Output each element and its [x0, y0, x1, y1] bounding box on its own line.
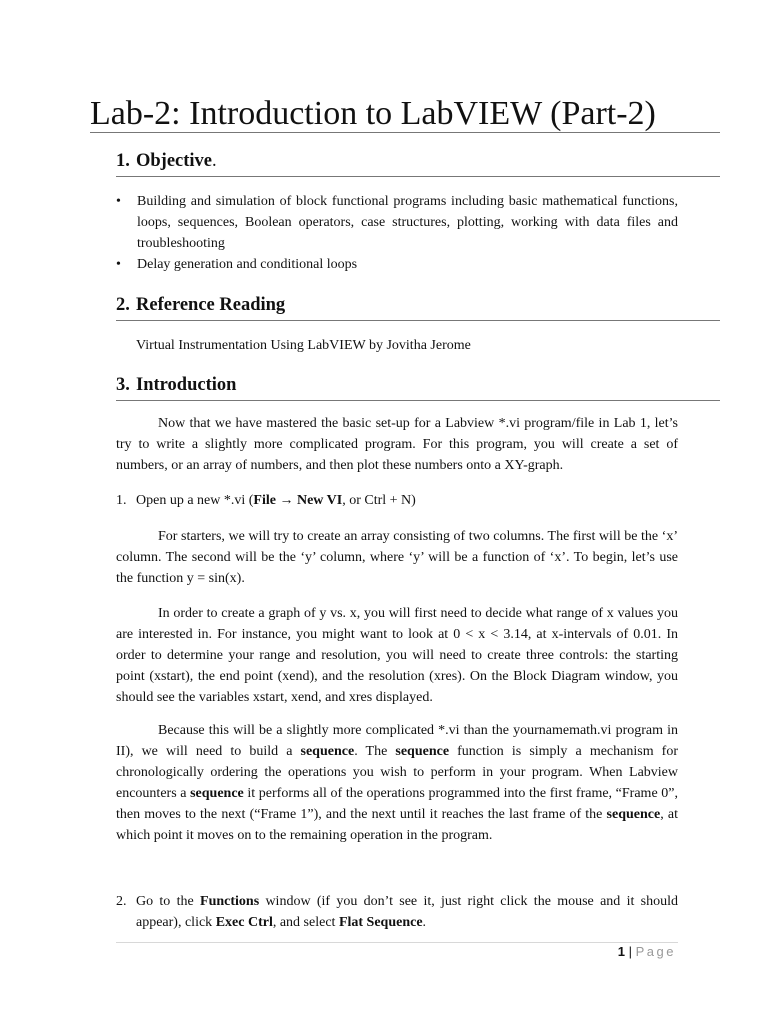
objective-list	[116, 191, 678, 275]
step-text-part: .	[422, 915, 427, 930]
keyword-flat-sequence: Flat Sequence	[338, 915, 423, 930]
title-underline	[90, 132, 720, 133]
paragraph-text: . The	[354, 744, 396, 759]
keyword-exec-ctrl: Exec Ctrl	[215, 915, 273, 930]
list-item-text: Building and simulation of block functional programs including basic mathematical functions, loops, sequences, Boolean operators, case structures, plotting, working with data files and troubleshooting	[137, 194, 678, 251]
paragraph-text: , at which point it moves on to the remaining operation in the program.	[116, 807, 678, 843]
heading-number: 3.	[116, 375, 130, 395]
heading-suffix: .	[212, 151, 217, 171]
footer-separator: |	[625, 944, 636, 959]
keyword-sequence: sequence	[395, 744, 450, 759]
heading-number: 2.	[116, 295, 130, 315]
keyword-sequence: sequence	[300, 744, 355, 759]
footer-rule	[116, 942, 678, 943]
step-1	[116, 490, 678, 511]
paragraph-text: function is simply a mechanism for chronologically ordering the operations you wish to perform in your program. When Labview encounters a	[116, 744, 678, 801]
sequence-paragraph	[116, 720, 678, 846]
bullet-icon: •	[116, 257, 121, 272]
heading-introduction	[116, 373, 236, 397]
page-footer	[618, 942, 676, 962]
heading-number: 1.	[116, 151, 130, 171]
step-2	[116, 891, 678, 933]
page-title: Lab-2: Introduction to LabVIEW (Part-2)	[90, 95, 656, 132]
heading-text: Objective	[136, 151, 213, 171]
step-text-part: Open up a new *.vi (	[136, 493, 254, 508]
page-number: 1	[617, 944, 626, 959]
bullet-icon: •	[116, 194, 121, 209]
step-text-part: window (if you don’t see it, just right click the mouse and it should appear), click	[136, 894, 679, 930]
keyword-functions: Functions	[200, 894, 260, 909]
menu-newvi-ref: New VI	[296, 493, 343, 508]
heading-reference	[116, 293, 285, 317]
step-text-part: , or Ctrl + N)	[342, 493, 416, 508]
keyword-sequence: sequence	[606, 807, 661, 822]
heading-rule	[116, 320, 720, 321]
heading-text: Reference Reading	[136, 295, 286, 315]
keyword-sequence: sequence	[190, 786, 244, 801]
menu-file-ref: File	[253, 493, 276, 508]
heading-rule	[116, 176, 720, 177]
step-text	[136, 490, 678, 511]
list-item-text: Delay generation and conditional loops	[137, 257, 358, 272]
step-text-part: , and select	[272, 915, 339, 930]
step-number: 1.	[116, 493, 127, 508]
step-text	[136, 891, 678, 933]
intro-paragraph: Now that we have mastered the basic set-up for a Labview *.vi program/file in Lab 1, let’s try to write a slightly more complicated program. For this program, you will create a set of numbers, or an array of numbers, and then plot these numbers onto a XY-graph.	[116, 416, 678, 473]
page-label: Page	[635, 944, 676, 959]
graph-paragraph: In order to create a graph of y vs. x, you will first need to decide what range of x values you are interested in. For instance, you might want to look at 0 < x < 3.14, at x-intervals of 0.01. In order to determine your range and resolution, you will need to create three controls: the starting point (xstart), the end point (xend), and the resolution (xres). On the Block Diagram window, you should see the variables xstart, xend, and xres displayed.	[116, 606, 678, 705]
arrow-icon: →	[275, 493, 297, 508]
list-item	[116, 191, 678, 254]
columns-paragraph: For starters, we will try to create an array consisting of two columns. The first will be the ‘x’ column. The second will be the ‘y’ column, where ‘y’ will be a function of ‘x’. To begin, let’s use the function y = sin(x).	[116, 529, 678, 586]
step-number: 2.	[116, 894, 127, 909]
paragraph-text: it performs all of the operations programmed into the first frame, “Frame 0”, then moves to the next (“Frame 1”), and the next until it reaches the last frame of the	[116, 786, 678, 822]
list-item	[116, 254, 678, 275]
heading-rule	[116, 400, 720, 401]
step-text-part: Go to the	[136, 894, 201, 909]
paragraph-text: Because this will be a slightly more complicated *.vi than the yournamemath.vi program in II), we will need to build a	[116, 723, 678, 759]
heading-text: Introduction	[136, 375, 237, 395]
reference-text: Virtual Instrumentation Using LabVIEW by Jovitha Jerome	[136, 338, 471, 353]
heading-objective	[116, 149, 217, 173]
